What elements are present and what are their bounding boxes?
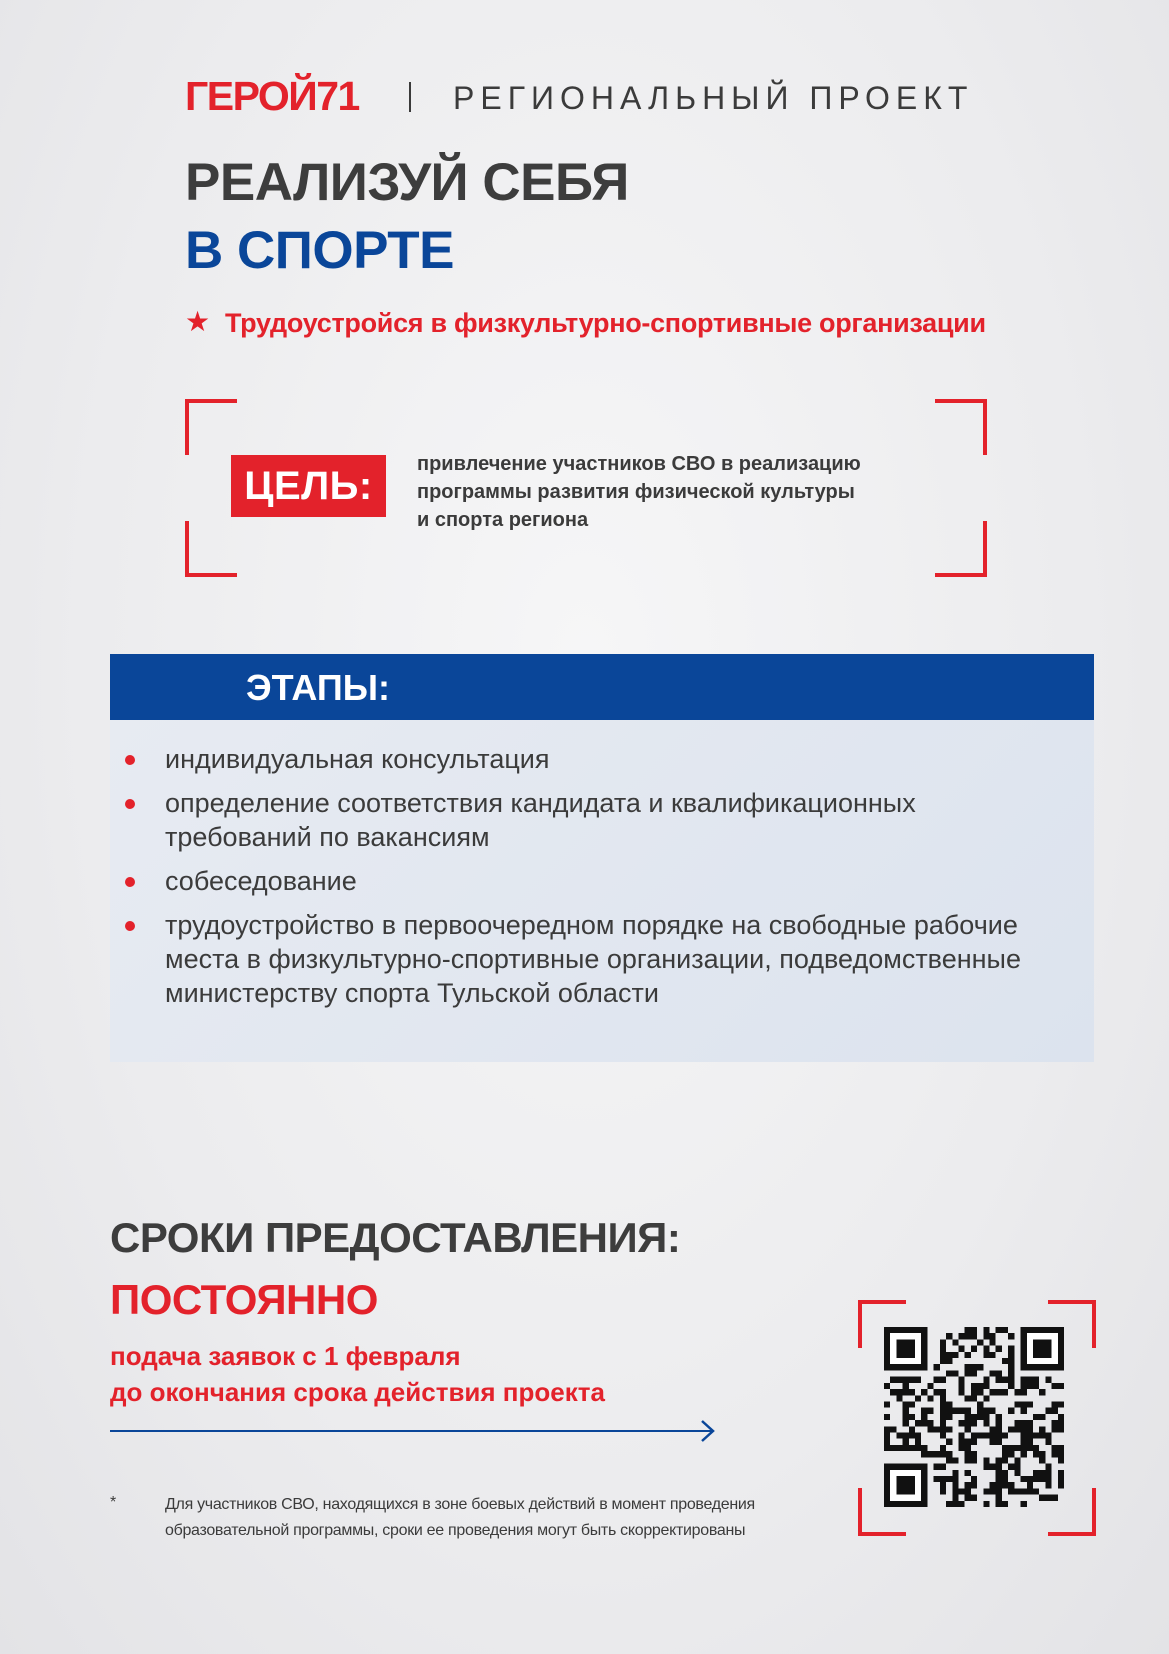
footnote-line: образовательной программы, сроки ее проведения могут быть скорректированы bbox=[165, 1522, 746, 1539]
stages-list bbox=[110, 742, 1094, 1020]
brand-logo: ГЕРОЙ71 bbox=[185, 73, 359, 119]
page-title-line-1: РЕАЛИЗУЙ СЕБЯ bbox=[185, 153, 629, 212]
stage-item bbox=[110, 786, 1094, 854]
bullet-icon bbox=[125, 799, 135, 809]
page-title-line-2: В СПОРТЕ bbox=[185, 221, 454, 280]
stage-item-line: определение соответствия кандидата и квалификационных bbox=[165, 788, 916, 818]
terms-title: СРОКИ ПРЕДОСТАВЛЕНИЯ: bbox=[110, 1214, 681, 1261]
stage-item bbox=[110, 908, 1094, 1010]
goal-badge: ЦЕЛЬ: bbox=[231, 455, 386, 517]
terms-value: ПОСТОЯННО bbox=[110, 1276, 378, 1323]
footnote-mark: * bbox=[110, 1494, 117, 1511]
bullet-icon bbox=[125, 877, 135, 887]
stage-item-line: места в физкультурно-спортивные организации, подведомственные bbox=[165, 944, 1021, 974]
bullet-icon bbox=[125, 755, 135, 765]
frame-corner-top-right bbox=[935, 399, 987, 455]
subtitle: Трудоустройся в физкультурно-спортивные организации bbox=[225, 308, 986, 338]
arrow-right-icon bbox=[110, 1419, 716, 1443]
frame-corner-bottom-left bbox=[185, 521, 237, 577]
qr-finder-pattern bbox=[884, 1327, 927, 1370]
goal-text-line: привлечение участников СВО в реализацию bbox=[417, 453, 861, 475]
qr-code[interactable] bbox=[884, 1327, 1064, 1507]
qr-finder-pattern bbox=[884, 1464, 927, 1507]
stage-item bbox=[110, 864, 1094, 898]
goal-text-line: и спорта региона bbox=[417, 509, 589, 531]
frame-corner-top-left bbox=[185, 399, 237, 455]
terms-detail-line-2: до окончания срока действия проекта bbox=[110, 1377, 605, 1407]
footnote-text bbox=[165, 1492, 845, 1544]
bullet-icon bbox=[125, 921, 135, 931]
goal-text bbox=[417, 450, 897, 534]
stage-item-line: трудоустройство в первоочередном порядке на свободные рабочие bbox=[165, 910, 1018, 940]
stage-item-line: собеседование bbox=[165, 866, 357, 896]
star-icon: ★ bbox=[185, 306, 211, 337]
stage-item bbox=[110, 742, 1094, 776]
stage-item-line: министерству спорта Тульской области bbox=[165, 978, 659, 1008]
footnote-line: Для участников СВО, находящихся в зоне боевых действий в момент проведения bbox=[165, 1496, 755, 1513]
stage-item-line: требований по вакансиям bbox=[165, 822, 490, 852]
stage-item-line: индивидуальная консультация bbox=[165, 744, 550, 774]
terms-detail-line-1: подача заявок с 1 февраля bbox=[110, 1341, 461, 1371]
goal-text-line: программы развития физической культуры bbox=[417, 481, 855, 503]
stages-title: ЭТАПЫ: bbox=[246, 667, 390, 708]
qr-finder-pattern bbox=[1021, 1327, 1064, 1370]
header-divider bbox=[409, 82, 411, 112]
project-label: РЕГИОНАЛЬНЫЙ ПРОЕКТ bbox=[453, 80, 974, 116]
frame-corner-bottom-right bbox=[935, 521, 987, 577]
